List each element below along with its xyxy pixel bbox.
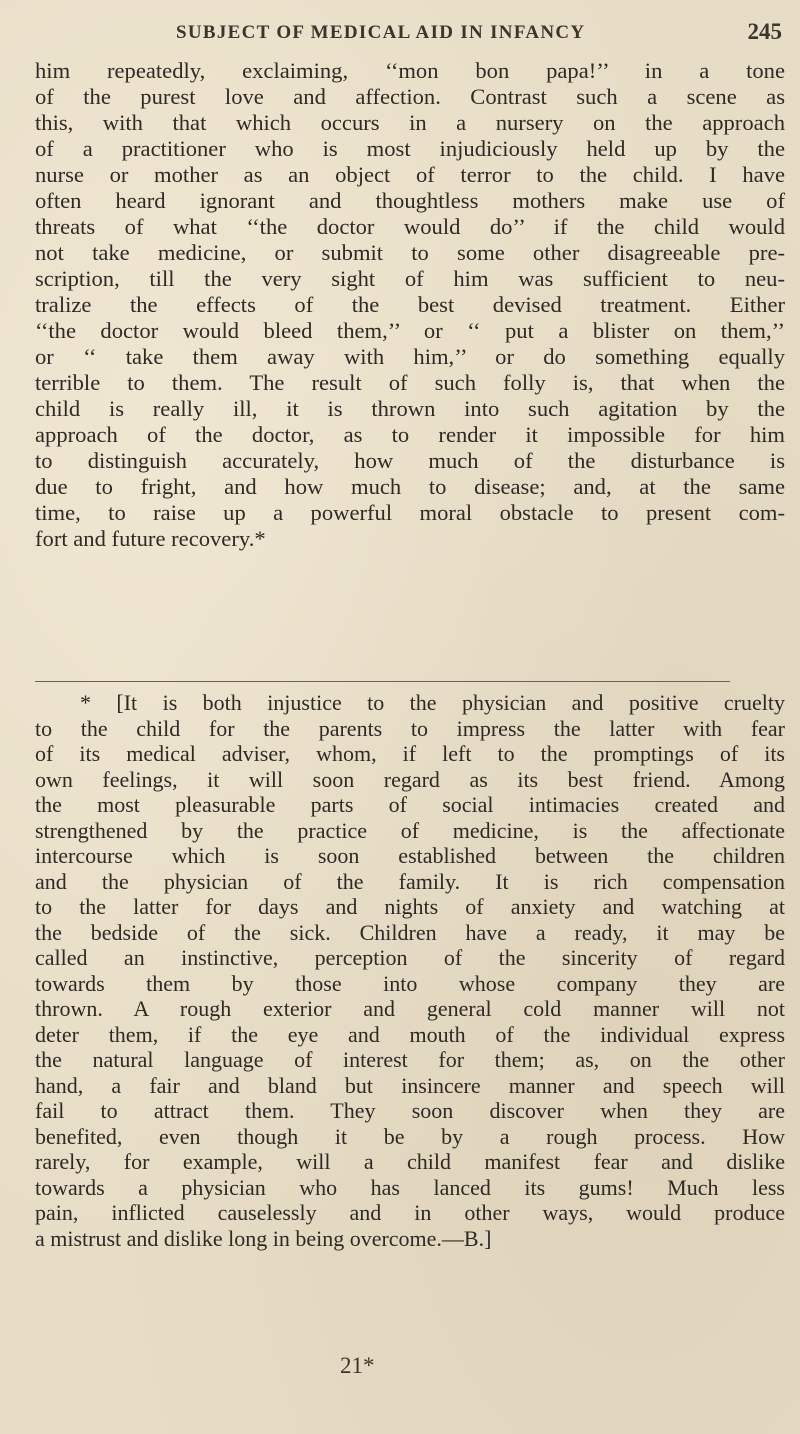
text-line: of the purest love and affection. Contrast such a scene as (35, 84, 785, 109)
footnote-line: of its medical adviser, whom, if left to the promptings of its (35, 741, 785, 766)
text-line: terrible to them. The result of such folly is, that when the (35, 370, 785, 395)
text-line: or ‘‘ take them away with him,’’ or do something equally (35, 344, 785, 369)
footnote-line: to the latter for days and nights of anxiety and watching at (35, 894, 785, 919)
text-line: approach of the doctor, as to render it impossible for him (35, 422, 785, 447)
footnote-line: called an instinctive, perception of the sincerity of regard (35, 945, 785, 970)
footnote-line: intercourse which is soon established between the children (35, 843, 785, 868)
text-line: often heard ignorant and thoughtless mothers make use of (35, 188, 785, 213)
footnote-line: rarely, for example, will a child manifest fear and dislike (35, 1149, 785, 1174)
footnote-line: thrown. A rough exterior and general cold manner will not (35, 996, 785, 1021)
footnote-line: hand, a fair and bland but insincere manner and speech will (35, 1072, 785, 1098)
footnote-line: a mistrust and dislike long in being overcome.—B.] (35, 1225, 492, 1251)
footnote-line: benefited, even though it be by a rough process. How (35, 1123, 785, 1149)
text-line: time, to raise up a powerful moral obstacle to present com- (35, 500, 785, 525)
footnote-line: the most pleasurable parts of social intimacies created and (35, 792, 785, 817)
text-line: this, with that which occurs in a nursery on the approach (35, 110, 785, 135)
footnote-line: deter them, if the eye and mouth of the individual express (35, 1021, 785, 1047)
text-line: him repeatedly, exclaiming, ‘‘mon bon papa!’’ in a tone (35, 58, 785, 83)
text-line: to distinguish accurately, how much of the disturbance is (35, 448, 785, 473)
signature-mark: 21* (340, 1353, 375, 1378)
text-line: due to fright, and how much to disease; and, at the same (35, 474, 785, 499)
footnote-line: towards them by those into whose company they are (35, 970, 785, 996)
text-line: of a practitioner who is most injudiciously held up by the (35, 136, 785, 161)
footnote-line: fail to attract them. They soon discover when they are (35, 1098, 785, 1123)
text-line: nurse or mother as an object of terror to the child. I have (35, 162, 785, 187)
main-text (35, 58, 785, 552)
text-line: tralize the effects of the best devised treatment. Either (35, 292, 785, 317)
footnote-line: the bedside of the sick. Children have a ready, it may be (35, 919, 785, 945)
footnote-line: * [It is both injustice to the physician and positive cruelty (80, 690, 785, 715)
running-head (176, 19, 782, 52)
footnote-line: to the child for the parents to impress the latter with fear (35, 715, 785, 741)
text-line: child is really ill, it is thrown into such agitation by the (35, 396, 785, 421)
text-line: threats of what ‘‘the doctor would do’’ if the child would (35, 214, 785, 239)
footnote-line: towards a physician who has lanced its gums! Much less (35, 1174, 785, 1200)
text-line: ‘‘the doctor would bleed them,’’ or ‘‘ put a blister on them,’’ (35, 318, 785, 343)
text-line: scription, till the very sight of him was sufficient to neu- (35, 266, 785, 291)
footnote-line: strengthened by the practice of medicine, is the affectionate (35, 817, 785, 843)
footnote-line: own feelings, it will soon regard as its best friend. Among (35, 766, 785, 792)
footnote-line: the natural language of interest for them; as, on the other (35, 1047, 785, 1072)
footnote (35, 690, 785, 1251)
text-line: not take medicine, or submit to some other disagreeable pre- (35, 240, 785, 265)
footnote-line: and the physician of the family. It is rich compensation (35, 868, 785, 894)
footnote-rule (35, 681, 730, 682)
text-line: fort and future recovery.* (35, 526, 266, 551)
running-title: SUBJECT OF MEDICAL AID IN INFANCY (176, 22, 586, 43)
footnote-line: pain, inflicted causelessly and in other ways, would produce (35, 1200, 785, 1225)
page-number: 245 (747, 19, 782, 44)
